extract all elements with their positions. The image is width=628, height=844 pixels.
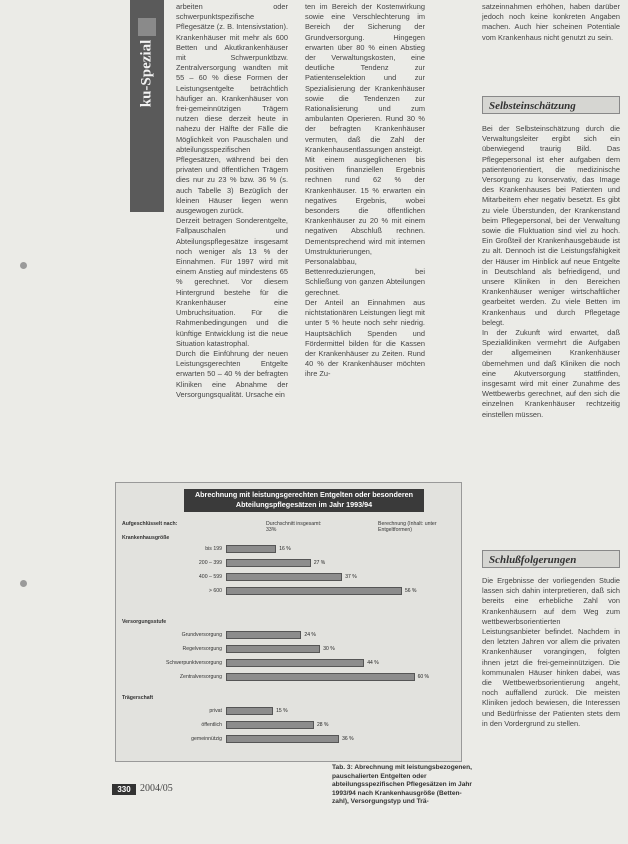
bar-category-label: bis 199 <box>205 546 222 552</box>
section-heading-selbsteinschaetzung: Selbsteinschätzung <box>482 96 620 114</box>
paragraph: Derzeit betragen Sonderentgelte, Fallpauschalen und Abteilungspflegesätze insgesamt noch weniger als 13 % der Einnahmen. Für 1997 wird mit einem Anstieg auf mindestens 65 % gerechnet. Vor diesem Hintergrund bestehe für die Krankenhäuser eine Umbruchsituation. Für die Rahmenbedingungen und die künftige Entwicklung ist die neue Situation katastrophal. <box>176 216 288 348</box>
paragraph: Mit einem ausgeglichenen bis positiven finanziellen Ergebnis rechnen rund 62 % der Krankenhäuser. 15 % erwarten ein negatives Ergebnis, wobei besonders die öffentlichen Krankenhäuser zu 20 % mit einem negativen Abschluß rechnen. Dementsprechend wird mit internen Umstrukturierungen, Personalabbau, Bettenreduzierungen, bei Schließung von ganzen Abteilungen gerechnet. <box>305 155 425 297</box>
chart-average-note: Durchschnitt insgesamt: 33% <box>266 521 322 533</box>
paragraph: satzeinnahmen erhöhen, haben darüber jedoch noch keine konkreten Angaben machen. Auch hier scheinen Potentiale vom Krankenhaus nicht genutzt zu sein. <box>482 2 620 42</box>
bar-value-label: 44 % <box>367 660 379 666</box>
punch-hole <box>20 580 27 587</box>
text-column-2 <box>305 2 425 380</box>
bar-category-label: öffentlich <box>201 722 222 728</box>
chart-left-header: Aufgeschlüsselt nach: <box>122 521 178 527</box>
paragraph: Der Anteil an Einnahmen aus nichtstationären Leistungen liegt mit unter 5 % heute noch sehr niedrig. Hauptsächlich Spenden und Fördermittel bilden für die Kassen der Krankenhäuser zu Zeiten. Rund 40 % der Krankenhäuser möchten ihre Zu- <box>305 297 425 379</box>
bar-chart-figure <box>115 482 462 762</box>
bar-value-label: 15 % <box>276 708 288 714</box>
chart-right-note: Berechnung (Inhalt: unter Entgeltformen) <box>378 521 437 533</box>
paragraph: Die Ergebnisse der vorliegenden Studie lassen sich dahin interpretieren, daß sich bereits eine erhebliche Zahl von Krankenhäusern auf dem Weg zum wettbewerbsorientierten Leistungsanbieter befindet. Nachdem in den letzten Jahren vor allem die privaten Krankenhäuser vorangingen, folgten ihnen jetzt die frei-gemeinnützigen. Die kommunalen Häuser hinken dabei, was die Wettbewerbsorientierung angeht, noch auffallend zurück. Die meisten Kliniken jedoch bewiesen, die Interessen und Bedürfnisse der Patienten stets dem in den Vordergrund zu stellen. <box>482 576 620 728</box>
section-tab-label: ku-Spezial <box>138 39 155 108</box>
bar <box>226 559 311 567</box>
bar <box>226 707 273 715</box>
bar-category-label: 200 – 399 <box>198 560 222 566</box>
bar <box>226 659 364 667</box>
bar-value-label: 24 % <box>304 632 316 638</box>
bar <box>226 631 301 639</box>
group-title: Trägerschaft <box>122 695 154 701</box>
paragraph: ten im Bereich der Kostenwirkung sowie eine Verschlechterung im Bereich der Sicherung der Grundversorgung. Hingegen erwarten über 80 % einen Abstieg der Verwaltungskosten, eine deutliche Tendenz zur Patientenselektion und zur Spezialisierung der Krankenhäuser sowie die Tendenzen zur Rationalisierung und zum ambulanten Operieren. Rund 30 % der befragten Krankenhäuser vermuten, daß die Zahl der Krankenhausentlassungen ansteigt. <box>305 2 425 154</box>
bar-value-label: 28 % <box>317 722 329 728</box>
section-tab <box>130 0 164 212</box>
bar <box>226 735 339 743</box>
section-text-selbsteinschaetzung <box>482 124 620 420</box>
bar-category-label: Grundversorgung <box>181 632 222 638</box>
bar <box>226 673 415 681</box>
bar-category-label: > 600 <box>208 588 222 594</box>
bar <box>226 545 276 553</box>
group-title: Krankenhausgröße <box>122 535 170 541</box>
bar <box>226 573 342 581</box>
text-column-1 <box>176 2 288 400</box>
bar-value-label: 16 % <box>279 546 291 552</box>
group-title: Versorgungsstufe <box>122 619 167 625</box>
bar <box>226 587 402 595</box>
section-heading-schlussfolgerungen: Schlußfolgerungen <box>482 550 620 568</box>
bar-category-label: privat <box>209 708 222 714</box>
bar-value-label: 27 % <box>313 560 326 566</box>
figure-caption: Tab. 3: Abrechnung mit leistungsbezogenen, pauschalierten Entgelten oder abteilungsspezifischen Pflegesätzen im Jahr 1993/94 nach Krankenhausgröße (Bettenzahl), Versorgungstyp und Trä- <box>332 764 472 806</box>
bar-value-label: 30 % <box>323 646 335 652</box>
paragraph: Bei der Selbsteinschätzung durch die Verwaltungsleiter ergibt sich ein überwiegend traurig Bild. Das Pflegepersonal ist eher aufgaben dem patientenorientiert, die medizinische Versorgung zu konservativ, das Image des Krankenhauses bei Patienten und Mitarbeitern eher negativ besetzt. Es gibt zu viele Überstunden, der Krankenstand beim Pflegepersonal, bei der Verwaltung sowie die Fluktuation sind viel zu hoch. Ein Großteil der Krankenhausgebäude ist zu alt. Dennoch ist die Leistungsfähigkeit der Häuser im Hinblick auf neue Entgelte in Deutschland als befriedigend, und unsere Kliniken in den Bereichen Krankenhäuser weniger wirtschaftlicher gearbeitet werden. Zu viele Betten im Krankenhaus und durch Pflegetage belegt. <box>482 124 620 327</box>
chart-title: Abrechnung mit leistungsgerechten Entgelten oder besonderen Abteilungspflegesätzen im Jahr 1993/94 <box>184 489 424 512</box>
bar-value-label: 56 % <box>405 588 417 594</box>
bar-value-label: 60 % <box>417 674 429 680</box>
bar-category-label: Regelversorgung <box>182 646 222 652</box>
punch-hole <box>20 262 27 269</box>
section-text-schlussfolgerungen <box>482 576 620 729</box>
paragraph: In der Zukunft wird erwartet, daß Spezialkliniken vermehrt die Aufgaben der allgemeinen Krankenhäuser übernehmen und daß Kliniken die noch eine Akutversorgung stattfinden, insgesamt wird mit einer Zunahme des Wettbewerbs gerechnet, auf den sich die einzelnen Krankenhäuser rechtzeitig einstellen müssen. <box>482 328 620 419</box>
bar-category-label: Schwerpunktversorgung <box>166 660 222 666</box>
bar <box>226 645 320 653</box>
issue-label: 2004/05 <box>140 783 173 794</box>
bar-category-label: 400 – 599 <box>198 574 222 580</box>
paragraph: Durch die Einführung der neuen Leistungsgerechten Entgelte erwarten 50 – 40 % der befragten Kliniken eine Abnahme der Versorgungsqualität. Ursache ein <box>176 348 288 399</box>
bar-category-label: gemeinnützig <box>191 736 222 742</box>
bar-value-label: 36 % <box>342 736 354 742</box>
text-column-3-top <box>482 2 620 43</box>
bar-value-label: 37 % <box>345 574 357 580</box>
paragraph: arbeiten oder schwerpunktspezifische Pflegesätze (z. B. Intensivstation). Krankenhäuser mit mehr als 600 Betten und Akutkrankenhäuser mit Schwerpunktbzw. Zentralversorgung wandten mit 55 – 60 % diese Formen der Leistungsentgelte beträchtlich häufiger an. Krankenhäuser von frei-gemeinnützigen Trägern nutzen diese derzeit heute in nahezu der Hälfte der Fälle die Möglichkeit von Pauschalen und abteilungsspezifischen Pflegesätzen, während bei den privaten und öffentlichen Trägern dies nur zu 23 % bzw. 36 % (s. auch Tabelle 3) Bezüglich der kleinen Häuser liegen wenn ausgewogen zurück. <box>176 2 288 216</box>
bar-category-label: Zentralversorgung <box>179 674 222 680</box>
bar <box>226 721 314 729</box>
page-number: 330 <box>112 784 136 795</box>
tab-square-mark <box>138 18 156 36</box>
